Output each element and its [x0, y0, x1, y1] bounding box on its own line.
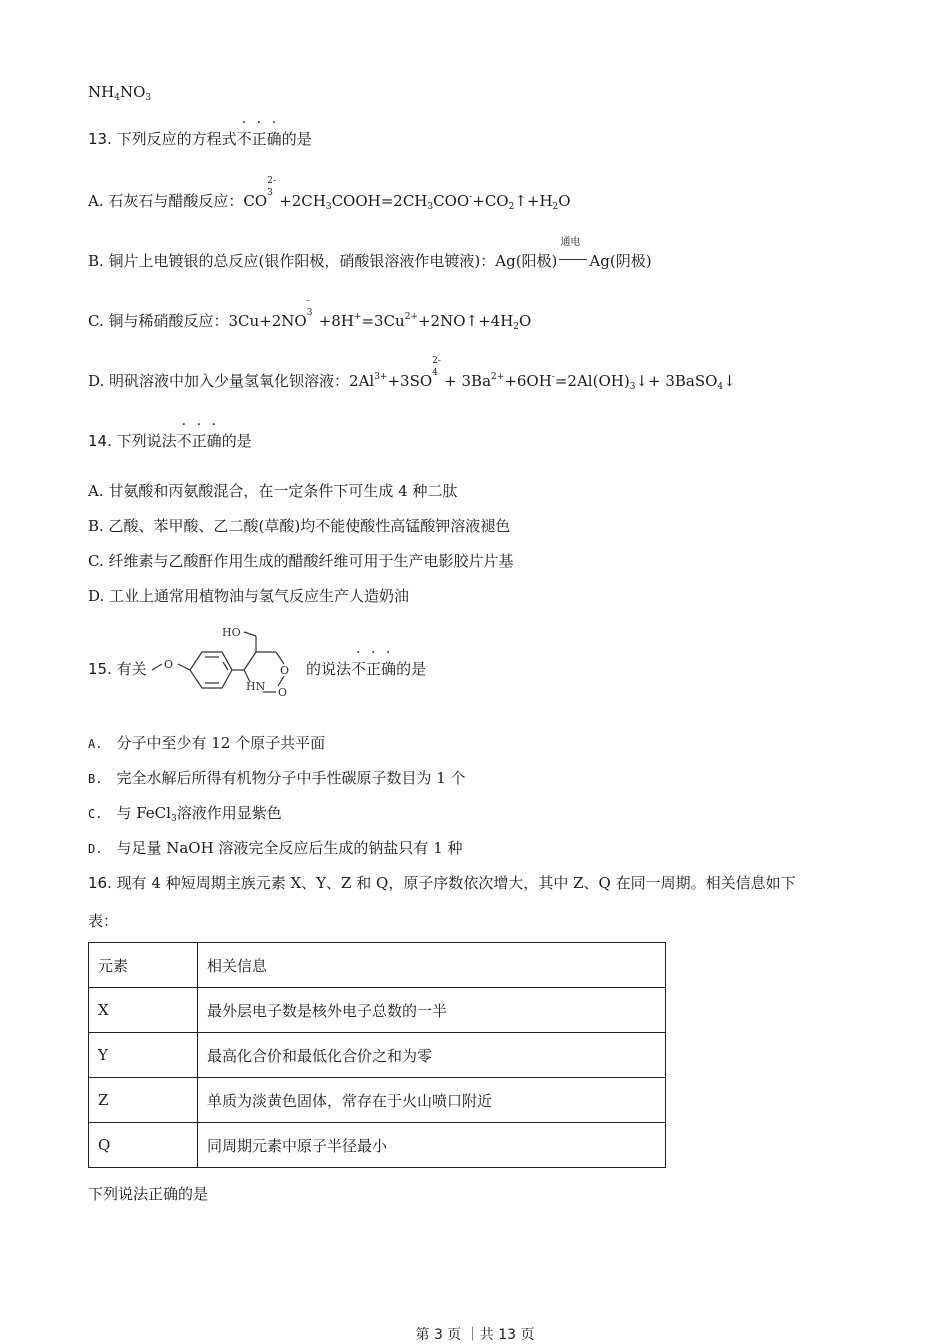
q13-stem: 13. 下列反应的方程式不正确的是 [88, 130, 312, 148]
q15-option-a: A. 分子中至少有 12 个原子共平面 [88, 734, 326, 752]
table-cell: 最高化合价和最低化合价之和为零 [198, 1033, 666, 1078]
table-header-cell: 元素 [89, 943, 198, 988]
emphasis-char: 不 [176, 432, 192, 450]
q15-stem-tail: 的说法不正确的是 [306, 660, 427, 678]
table-header-cell: 相关信息 [198, 943, 666, 988]
emphasis-char: 确 [381, 660, 397, 678]
table-cell: 最外层电子数是核外电子总数的一半 [198, 988, 666, 1033]
table-row [89, 1078, 666, 1123]
q15-stem-lead: 15. 有关 [88, 660, 147, 678]
table-cell: X [89, 988, 198, 1033]
q14-option-c: C. 纤维素与乙酸酐作用生成的醋酸纤维可用于生产电影胶片片基 [88, 552, 514, 570]
emphasis-char: 不 [351, 660, 367, 678]
table-cell: 同周期元素中原子半径最小 [198, 1123, 666, 1168]
emphasis-char: 正 [191, 432, 207, 450]
molecule-structure [150, 622, 300, 702]
q15-option-b: B. 完全水解后所得有机物分子中手性碳原子数目为 1 个 [88, 769, 466, 787]
table-cell: Q [89, 1123, 198, 1168]
q15-option-d: D. 与足量 NaOH 溶液完全反应后生成的钠盐只有 1 种 [88, 839, 463, 857]
emphasis-char: 不 [236, 130, 252, 148]
q16-stem: 16. 现有 4 种短周期主族元素 X、Y、Z 和 Q，原子序数依次增大，其中 Z、Q 在同一周期。相关信息如下 [88, 874, 796, 892]
table-row [89, 1033, 666, 1078]
q14-option-a: A. 甘氨酸和丙氨酸混合，在一定条件下可生成 4 种二肽 [88, 482, 458, 500]
table-row [89, 1123, 666, 1168]
emphasis-char: 正 [366, 660, 382, 678]
svg-text:O: O [278, 686, 288, 699]
table-cell: 单质为淡黄色固体，常存在于火山喷口附近 [198, 1078, 666, 1123]
table-cell: Y [89, 1033, 198, 1078]
svg-text:HO: HO [222, 626, 241, 639]
svg-text:HN: HN [246, 680, 266, 693]
q15-option-c: C. 与 FeCl$_3$溶液作用显紫色 [88, 804, 282, 824]
emphasis-char: 确 [206, 432, 222, 450]
svg-text:O: O [164, 658, 174, 671]
q14-option-b: B. 乙酸、苯甲酸、乙二酸(草酸)均不能使酸性高锰酸钾溶液褪色 [88, 517, 511, 535]
q13-option-d: D. 明矾溶液中加入少量氢氧化钡溶液：$2Al^{3+}+3SO$ 2- 4 + $3Ba^{2+}+6OH^-=2Al(OH)_3↓+$ 3BaSO$_4$↓ [88, 356, 736, 392]
q14-stem: 14. 下列说法不正确的是 [88, 432, 252, 450]
electrolysis-arrow: 通电 [559, 251, 587, 271]
q16-after-table: 下列说法正确的是 [88, 1185, 209, 1203]
q13-option-a: A. 石灰石与醋酸反应：CO 2- 3 $+2CH_3COOH=2CH_3COO^-+CO_2↑+H_2O$ [88, 176, 571, 212]
element-info-table [88, 942, 666, 1168]
emphasis-char: 确 [266, 130, 282, 148]
table-header-row [89, 943, 666, 988]
q13-option-c: C. 铜与稀硝酸反应：3Cu+2NO - 3 $+8H^+=3Cu^{2+}+2NO↑+4H_2O$ [88, 296, 532, 332]
top-formula: $NH_4NO_3$ [88, 83, 152, 103]
emphasis-char: 正 [251, 130, 267, 148]
table-cell: Z [89, 1078, 198, 1123]
page-footer: 第 3 页 ｜共 13 页 [415, 1327, 535, 1343]
table-row [89, 988, 666, 1033]
q14-option-d: D. 工业上通常用植物油与氢气反应生产人造奶油 [88, 587, 410, 605]
q13-option-b: B. 铜片上电镀银的总反应(银作阳极，硝酸银溶液作电镀液)：Ag(阳极) 通电 Ag(阴极) [88, 237, 652, 270]
svg-text:O: O [280, 664, 290, 677]
q16-stem-cont: 表： [88, 912, 119, 930]
